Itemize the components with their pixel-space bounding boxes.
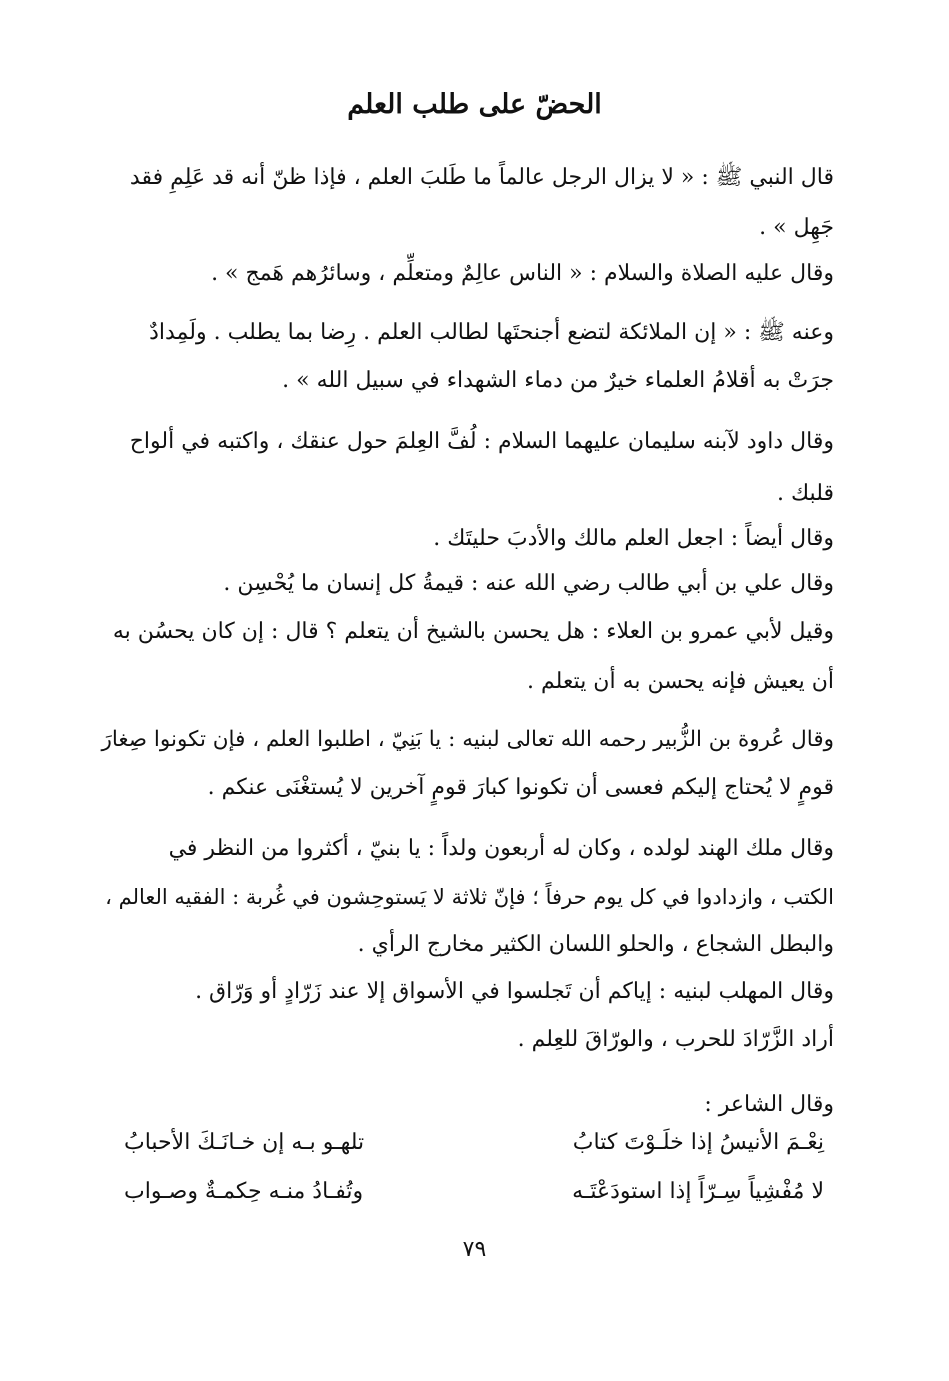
text-line: وعنه ﷺ : « إن الملائكة لتضع أجنحتَها لطالب العلم . رِضا بما يطلب . ولَمِدادٌ: [149, 320, 834, 345]
verse-first-hemistich: نِعْـمَ الأنيسُ إذا خلَـوْتَ كتابُ: [572, 1130, 824, 1155]
text-line: أن يعيش فإنه يحسن به أن يتعلم .: [527, 669, 834, 694]
text-line: وقال داود لآبنه سليمان عليهما السلام : لُفَّ العِلمَ حول عنقك ، واكتبه في ألواح: [129, 429, 834, 454]
verse-second-hemistich: وتُفـادُ منـه حِكمـةٌ وصـواب: [124, 1179, 364, 1204]
text-line: وقال الشاعر :: [704, 1092, 834, 1117]
text-line: جرَتْ به أقلامُ العلماء خيرٌ من دماء الشهداء في سبيل الله » .: [282, 368, 834, 393]
poem-verse: [124, 1123, 824, 1163]
text-line: وقال المهلب لبنيه : إياكم أن تَجلسوا في الأسواق إلا عند زَرّادٍ أو وَرّاق .: [195, 979, 834, 1004]
text-line: وقال علي بن أبي طالب رضي الله عنه : قيمةُ كل إنسان ما يُحْسِن .: [223, 571, 834, 596]
page-number: ٧٩: [462, 1237, 487, 1262]
text-line: وقال عُروة بن الزُّبير رحمه الله تعالى لبنيه : يا بَنِيّ ، اطلبوا العلم ، فإن تكونوا صِغارَ: [101, 727, 834, 752]
text-line: وقيل لأبي عمرو بن العلاء : هل يحسن بالشيخ أن يتعلم ؟ قال : إن كان يحسُن به: [112, 619, 834, 644]
text-line: والبطل الشجاع ، والحلو اللسان الكثير مخارج الرأي .: [357, 932, 834, 957]
text-line: وقال ملك الهند لولده ، وكان له أربعون ولداً : يا بنيّ ، أكثروا من النظر في: [168, 836, 834, 861]
text-line: وقال أيضاً : اجعل العلم مالك والأدبَ حليتَك .: [433, 526, 834, 551]
text-line: الكتب ، وازدادوا في كل يوم حرفاً ؛ فإنّ ثلاثة لا يَستوحِشون في غُربة : الفقيه العالم ،: [105, 885, 834, 909]
poem-verse: [124, 1172, 824, 1212]
text-line: قال النبي ﷺ : « لا يزال الرجل عالماً ما طَلبَ العلم ، فإذا ظنّ أنه قد عَلِمِ فقد: [129, 165, 834, 190]
text-line: قلبك .: [777, 481, 834, 506]
text-line: قومٍ لا يُحتاج إليكم فعسى أن تكونوا كبارَ قومٍ آخرين لا يُستغْنَى عنكم .: [207, 775, 834, 800]
text-line: وقال عليه الصلاة والسلام : « الناس عالِمٌ ومتعلِّم ، وسائرُهم هَمج » .: [211, 261, 834, 286]
verse-second-hemistich: تلهـو بـه إن خـانَـكَ الأحبابُ: [124, 1130, 365, 1155]
text-line: أراد الزَّرّادَ للحرب ، والورّاقَ للعِلم .: [517, 1027, 834, 1052]
verse-first-hemistich: لا مُفْشِياً سِـرّاً إذا استودَعْتَـه: [572, 1179, 824, 1204]
text-line: جَهِل » .: [759, 215, 834, 240]
page-title: الحضّ على طلب العلم: [347, 89, 602, 120]
